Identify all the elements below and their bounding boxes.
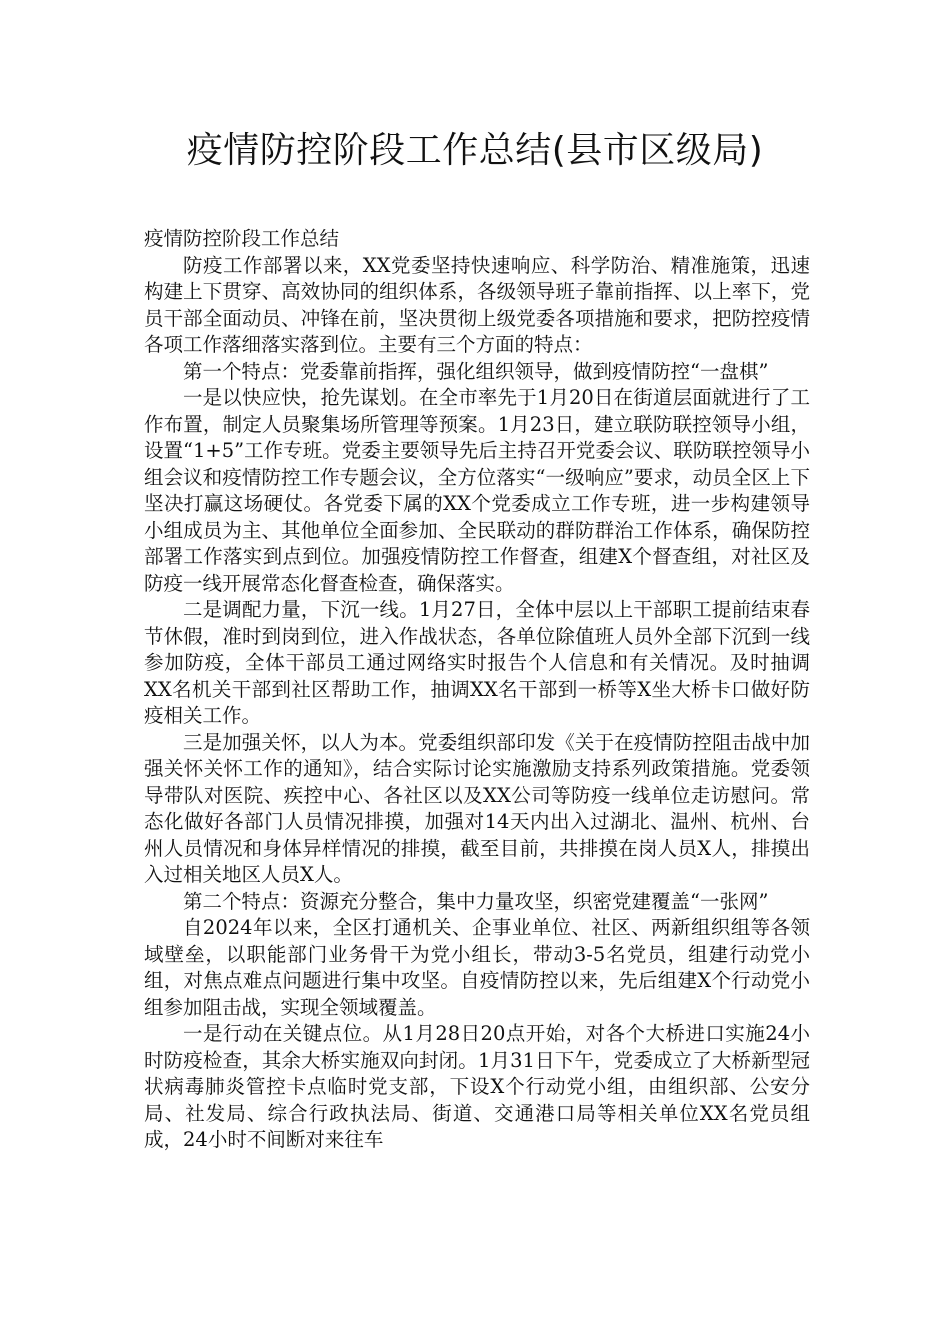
document-body (144, 226, 810, 1154)
intro-paragraph: 防疫工作部署以来，XX党委坚持快速响应、科学防治、精准施策，迅速构建上下贯穿、高效协同的组织体系，各级领导班子靠前指挥、以上率下，党员干部全面动员、冲锋在前，坚决贯彻上级党委各项措施和要求，把防控疫情各项工作落细落实落到位。主要有三个方面的特点： (144, 253, 810, 356)
body-paragraph: 二是调配力量，下沉一线。1月27日，全体中层以上干部职工提前结束春节休假，准时到岗到位，进入作战状态，各单位除值班人员外全部下沉到一线参加防疫，全体干部员工通过网络实时报告个人信息和有关情况。及时抽调XX名机关干部到社区帮助工作，抽调XX名干部到一桥等X坐大桥卡口做好防疫相关工作。 (144, 598, 810, 727)
section-heading-1: 第一个特点：党委靠前指挥，强化组织领导，做到疫情防控“一盘棋” (183, 359, 769, 383)
body-paragraph: 三是加强关怀，以人为本。党委组织部印发《关于在疫情防控阻击战中加强关怀关怀工作的通知》，结合实际讨论实施激励支持系列政策措施。党委领导带队对医院、疾控中心、各社区以及XX公司等防疫一线单位走访慰问。常态化做好各部门人员情况排摸，加强对14天内出入过湖北、温州、杭州、台州人员情况和身体异样情况的排摸，截至目前，共排摸在岗人员X人，排摸出入过相关地区人员X人。 (144, 730, 810, 886)
subtitle-paragraph: 疫情防控阶段工作总结 (144, 227, 340, 250)
body-paragraph: 自2024年以来，全区打通机关、企事业单位、社区、两新组织组等各领域壁垒，以职能部门业务骨干为党小组长，带动3-5名党员，组建行动党小组，对焦点难点问题进行集中攻坚。自疫情防控以来，先后组建X个行动党小组参加阻击战，实现全领域覆盖。 (144, 916, 810, 1019)
document-title: 疫情防控阶段工作总结(县市区级局) (186, 130, 764, 171)
section-heading-2: 第二个特点：资源充分整合，集中力量攻坚，织密党建覆盖“一张网” (183, 889, 769, 913)
body-paragraph: 一是以快应快，抢先谋划。在全市率先于1月20日在街道层面就进行了工作布置，制定人员聚集场所管理等预案。1月23日，建立联防联控领导小组，设置“1+5”工作专班。党委主要领导先后主持召开党委会议、联防联控领导小组会议和疫情防控工作专题会议，全方位落实“一级响应”要求，动员全区上下坚决打赢这场硬仗。各党委下属的XX个党委成立工作专班，进一步构建领导小组成员为主、其他单位全面参加、全民联动的群防群治工作体系，确保防控部署工作落实到点到位。加强疫情防控工作督查，组建X个督查组，对社区及防疫一线开展常态化督查检查，确保落实。 (144, 386, 810, 595)
body-paragraph: 一是行动在关键点位。从1月28日20点开始，对各个大桥进口实施24小时防疫检查，其余大桥实施双向封闭。1月31日下午，党委成立了大桥新型冠状病毒肺炎管控卡点临时党支部，下设X个行动党小组，由组织部、公安分局、社发局、综合行政执法局、街道、交通港口局等相关单位XX名党员组成，24小时不间断对来往车 (144, 1022, 810, 1151)
